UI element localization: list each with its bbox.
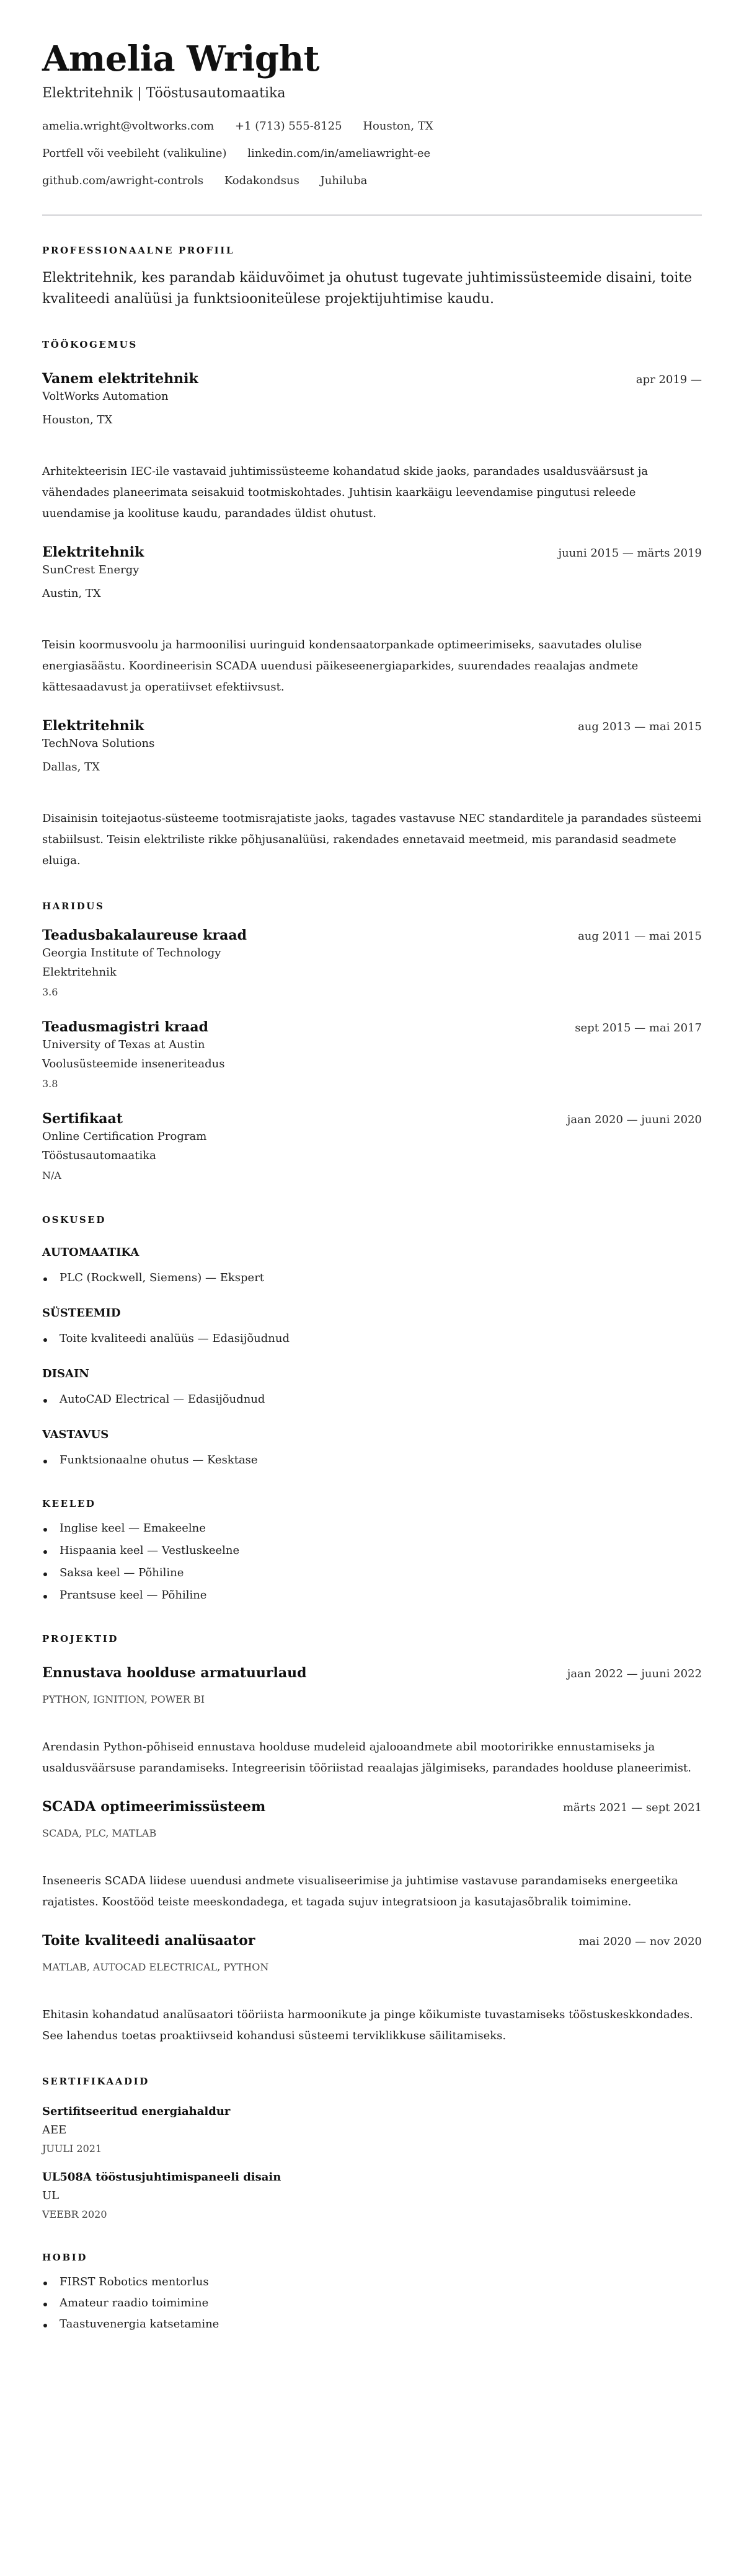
project-tech-stack: MATLAB, AUTOCAD ELECTRICAL, PYTHON: [42, 1961, 269, 1973]
profile-summary: Elektritehnik, kes parandab käiduvõimet ja ohutust tugevate juhtimissüsteemide disaini, toite kvaliteedi analüüsi ja funktsiooniteülese projektijuhtimise kaudu.: [42, 270, 693, 307]
project-dates: märts 2021 — sept 2021: [562, 1801, 702, 1814]
skill-list: [42, 1452, 702, 1469]
skill-item: PLC (Rockwell, Siemens) — Ekspert: [42, 1269, 702, 1287]
job-description: Teisin koormusvoolu ja harmoonilisi uuringuid kondensaatorpankade optimeerimiseks, saavutades olulise energiasäästu. Koordineerisin SCADA uuendusi päikeseenergiaparkides, suurendades reaalajas andmete kättesaadavust ja operatiivset efektiivsust.: [42, 638, 642, 694]
experience-section: [42, 338, 702, 871]
hobby-list: [42, 2274, 702, 2333]
project-description: Arendasin Python-põhiseid ennustava hoolduse mudeleid ajalooandmete abil mootoririkke ennustamiseks ja usaldusväärsuse parandamiseks. Integreerisin tööriistad reaalajas jälgimiseks, parandades hoolduse planeerimist.: [42, 1740, 691, 1775]
project-entry: [42, 1931, 702, 2047]
degree-title: Teadusbakalaureuse kraad: [42, 927, 247, 943]
field-of-study: Voolusüsteemide inseneriteadus: [42, 1057, 225, 1070]
contact-portfolio[interactable]: Portfell või veebileht (valikuline): [42, 147, 227, 160]
contact-row: [42, 146, 702, 161]
certification-date: JUULI 2021: [42, 2143, 102, 2155]
job-title: Elektritehnik: [42, 544, 144, 560]
job-dates: aug 2013 — mai 2015: [578, 720, 702, 733]
candidate-name: Amelia Wright: [42, 38, 320, 79]
section-title: HARIDUS: [42, 901, 105, 912]
section-title: PROFESSIONAALNE PROFIIL: [42, 245, 235, 256]
school-name: Online Certification Program: [42, 1130, 207, 1143]
entry-header: [42, 1931, 702, 1950]
certification-entry: [42, 2169, 702, 2223]
project-title: Toite kvaliteedi analüsaator: [42, 1933, 255, 1949]
project-entry: [42, 1664, 702, 1779]
job-title: Vanem elektritehnik: [42, 371, 198, 387]
contact-github[interactable]: github.com/awright-controls: [42, 174, 204, 187]
job-title: Elektritehnik: [42, 718, 144, 734]
skill-group: [42, 1427, 702, 1469]
languages-section: [42, 1498, 702, 1604]
contact-info: [42, 119, 702, 188]
job-location: Houston, TX: [42, 413, 113, 426]
skill-item: Funktsionaalne ohutus — Kesktase: [42, 1452, 702, 1469]
education-entry: [42, 1018, 702, 1093]
language-item: Inglise keel — Emakeelne: [42, 1520, 702, 1537]
section-title: HOBID: [42, 2252, 87, 2263]
skill-group-title: VASTAVUS: [42, 1428, 109, 1441]
job-dates: apr 2019 —: [636, 373, 702, 386]
job-description: Arhitekteerisin IEC-ile vastavaid juhtimissüsteeme kohandatud skide jaoks, parandades usaldusväärsust ja vähendades planeerimata seisakuid tootmiskohtades. Juhtisin kaarkäigu leevendamise pingutusi releede uuendamise ja koolituse kaudu, parandades üldist ohutust.: [42, 465, 649, 520]
skill-group-title: SÜSTEEMID: [42, 1307, 121, 1320]
job-company: SunCrest Energy: [42, 563, 140, 576]
skill-group-title: AUTOMAATIKA: [42, 1246, 140, 1259]
skill-list: [42, 1330, 702, 1348]
field-of-study: Elektritehnik: [42, 966, 117, 979]
project-tech-stack: PYTHON, IGNITION, POWER BI: [42, 1693, 205, 1705]
project-title: SCADA optimeerimissüsteem: [42, 1799, 266, 1815]
job-dates: juuni 2015 — märts 2019: [558, 547, 702, 560]
job-company: TechNova Solutions: [42, 737, 155, 750]
language-item: Hispaania keel — Vestluskeelne: [42, 1542, 702, 1559]
degree-title: Sertifikaat: [42, 1111, 123, 1127]
project-dates: mai 2020 — nov 2020: [578, 1935, 702, 1948]
language-item: Saksa keel — Põhiline: [42, 1564, 702, 1582]
skill-list: [42, 1391, 702, 1408]
contact-email[interactable]: amelia.wright@voltworks.com: [42, 120, 215, 133]
school-name: University of Texas at Austin: [42, 1038, 205, 1051]
gpa: 3.8: [42, 1078, 58, 1090]
resume-header: [42, 38, 702, 216]
education-dates: aug 2011 — mai 2015: [578, 930, 702, 943]
contact-drivers-license: Juhiluba: [320, 174, 368, 187]
language-item: Prantsuse keel — Põhiline: [42, 1587, 702, 1604]
project-title: Ennustava hoolduse armatuurlaud: [42, 1665, 307, 1681]
gpa: 3.6: [42, 986, 58, 998]
skill-group: [42, 1245, 702, 1287]
section-title: PROJEKTID: [42, 1633, 118, 1644]
job-location: Dallas, TX: [42, 761, 100, 774]
skill-group: [42, 1305, 702, 1348]
project-description: Ehitasin kohandatud analüsaatori tööriista harmoonikute ja pinge kõikumiste tuvastamiseks tööstuskeskkondades. See lahendus toetas proaktiivseid kohandusi süsteemi terviklikkuse säilitamiseks.: [42, 2008, 693, 2042]
skill-group-title: DISAIN: [42, 1367, 89, 1380]
skill-group: [42, 1366, 702, 1408]
projects-section: [42, 1633, 702, 2047]
education-dates: jaan 2020 — juuni 2020: [567, 1113, 702, 1126]
section-title: KEELED: [42, 1498, 96, 1509]
language-list: [42, 1520, 702, 1604]
education-section: [42, 900, 702, 1185]
contact-citizenship: Kodakondsus: [224, 174, 299, 187]
section-title: TÖÖKOGEMUS: [42, 339, 138, 350]
header-divider: [42, 214, 702, 216]
contact-location: Houston, TX: [363, 120, 433, 133]
profile-section: [42, 244, 702, 310]
gpa: N/A: [42, 1170, 61, 1181]
entry-header: [42, 1018, 702, 1036]
school-name: Georgia Institute of Technology: [42, 946, 221, 959]
entry-header: [42, 926, 702, 945]
certification-entry: [42, 2104, 702, 2157]
skill-item: AutoCAD Electrical — Edasijõudnud: [42, 1391, 702, 1408]
entry-header: [42, 1109, 702, 1128]
project-tech-stack: SCADA, PLC, MATLAB: [42, 1827, 157, 1839]
certification-issuer: UL: [42, 2189, 60, 2202]
job-description: Disainisin toitejaotus-süsteeme tootmisrajatiste jaoks, tagades vastavuse NEC standarditele ja parandades süsteemi stabiilsust. Teisin elektriliste rikke põhjusanalüüsi, rakendades ennetavaid meetmeid, mis parandasid seadmete eluiga.: [42, 812, 702, 867]
certification-title: UL508A tööstusjuhtimispaneeli disain: [42, 2171, 281, 2184]
section-title: SERTIFIKAADID: [42, 2076, 149, 2087]
experience-entry: [42, 543, 702, 698]
entry-header: [42, 543, 702, 562]
hobby-item: FIRST Robotics mentorlus: [42, 2274, 702, 2291]
project-dates: jaan 2022 — juuni 2022: [567, 1667, 702, 1680]
skills-section: [42, 1214, 702, 1469]
project-description: Inseneeris SCADA liidese uuendusi andmete visualiseerimise ja juhtimise vastavuse parandamiseks energeetika rajatistes. Koostööd teiste meeskondadega, et tagada sujuv integratsioon ja kasutajasõbralik toimimine.: [42, 1874, 678, 1908]
education-dates: sept 2015 — mai 2017: [575, 1021, 702, 1034]
certification-title: Sertifitseeritud energiahaldur: [42, 2105, 231, 2118]
certifications-section: [42, 2075, 702, 2223]
skill-item: Toite kvaliteedi analüüs — Edasijõudnud: [42, 1330, 702, 1348]
job-location: Austin, TX: [42, 587, 101, 600]
entry-header: [42, 717, 702, 735]
hobby-item: Amateur raadio toimimine: [42, 2295, 702, 2312]
experience-entry: [42, 369, 702, 524]
hobby-item: Taastuvenergia katsetamine: [42, 2316, 702, 2333]
project-entry: [42, 1797, 702, 1913]
contact-linkedin[interactable]: linkedin.com/in/ameliawright-ee: [247, 147, 431, 160]
job-company: VoltWorks Automation: [42, 390, 169, 403]
hobbies-section: [42, 2251, 702, 2333]
contact-row: [42, 119, 702, 134]
section-title: OSKUSED: [42, 1214, 106, 1225]
skill-list: [42, 1269, 702, 1287]
certification-issuer: AEE: [42, 2124, 67, 2137]
experience-entry: [42, 717, 702, 871]
degree-title: Teadusmagistri kraad: [42, 1019, 209, 1035]
entry-header: [42, 1797, 702, 1816]
education-entry: [42, 926, 702, 1002]
certification-date: VEEBR 2020: [42, 2208, 107, 2220]
contact-row: [42, 174, 702, 188]
entry-header: [42, 1664, 702, 1682]
candidate-headline: Elektritehnik | Tööstusautomaatika: [42, 86, 286, 101]
contact-phone[interactable]: +1 (713) 555-8125: [234, 120, 342, 133]
field-of-study: Tööstusautomaatika: [42, 1149, 156, 1162]
education-entry: [42, 1109, 702, 1185]
entry-header: [42, 369, 702, 388]
